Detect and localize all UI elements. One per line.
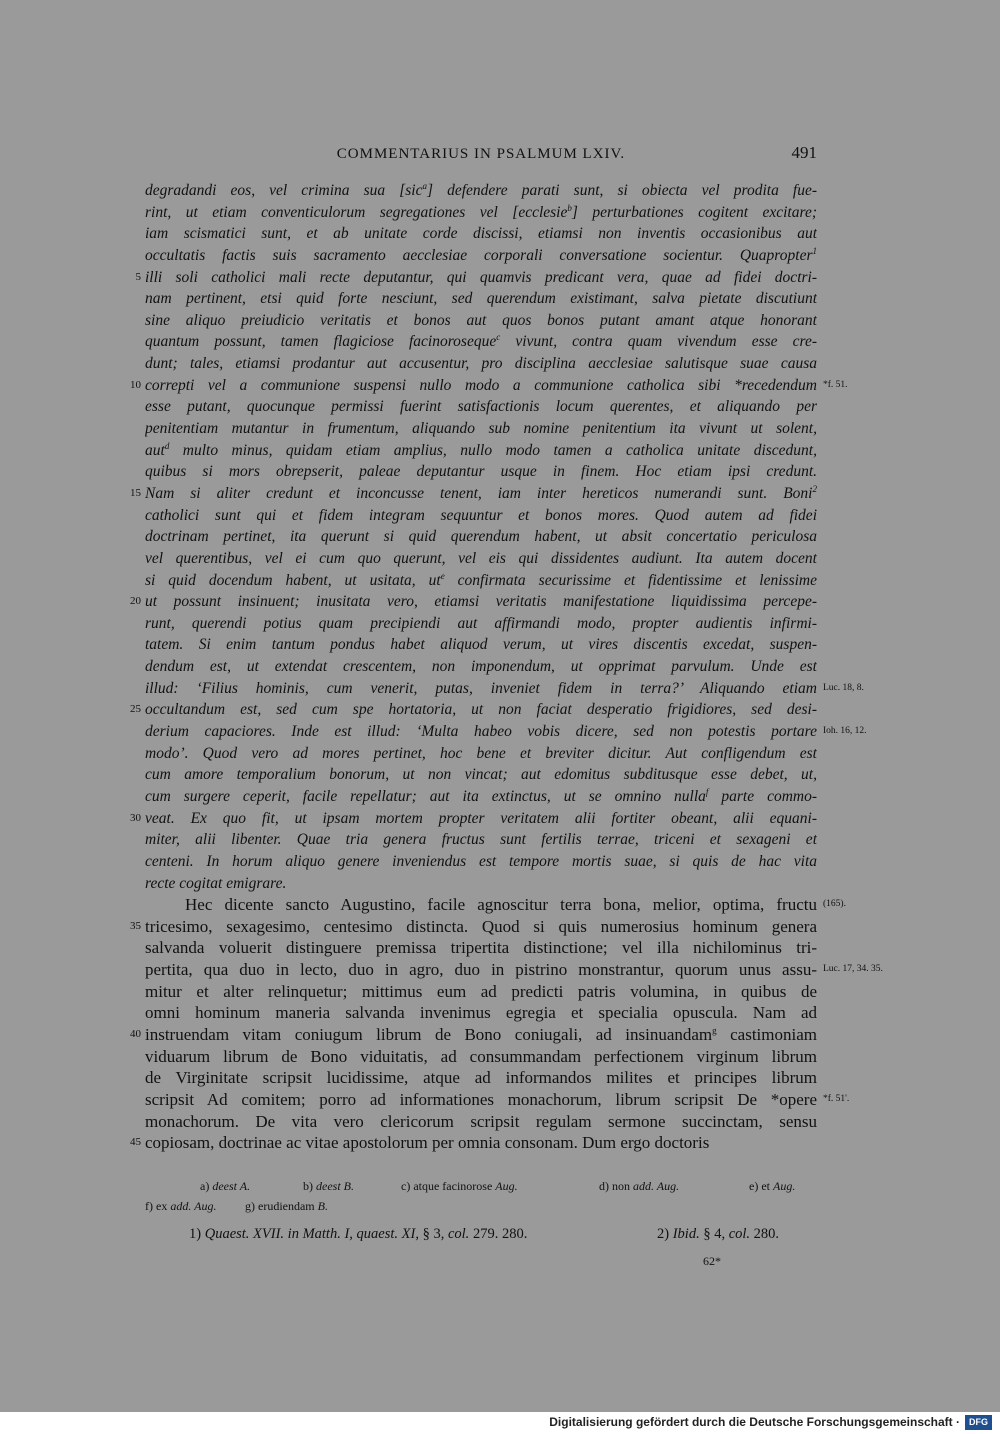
line-text: aut$^d$ multo minus, quidam etiam amplius, nullo modo tamen a catholica unitate discedunt, [145, 440, 817, 459]
line-text: derium capaciores. Inde est illud: ‘Multa habeo vobis dicere, sed non potestis portare [145, 723, 817, 741]
line-number: 5 [135, 270, 141, 283]
line-text: quantum possunt, tamen flagiciose facinoroseque$^c$ vivunt, contra quam vivendum esse cre- [145, 332, 817, 351]
text-line [145, 548, 817, 570]
text-line [145, 851, 817, 873]
text-line [145, 894, 846, 916]
text-line [145, 505, 817, 527]
text-line [145, 981, 817, 1003]
line-number: 30 [130, 811, 141, 824]
margin-note: *f. 51'. [823, 1093, 850, 1104]
footnote: e) et Aug. [749, 1179, 796, 1193]
page-number: 491 [791, 143, 817, 162]
footnote: a) deest A. [200, 1179, 251, 1193]
line-text: dunt; tales, etiamsi prodantur aut accusentur, pro disciplina aecclesiae salutisque suae causa [145, 355, 817, 373]
line-number: 25 [130, 703, 141, 716]
text-line [130, 591, 817, 613]
line-text: Hec dicente sancto Augustino, facile agnoscitur terra bona, melior, optima, fructu [185, 895, 817, 915]
text-line [130, 1132, 817, 1154]
source-references [145, 1226, 817, 1248]
line-text: cum amore temporalium bonorum, ut non vincat; aut edomitus subditusque esse debet, ut, [145, 766, 817, 784]
footnote: b) deest B. [303, 1179, 354, 1193]
footnote: g) erudiendam B. [245, 1199, 328, 1213]
text-line [130, 699, 817, 721]
line-number: 40 [130, 1027, 141, 1040]
margin-note: Luc. 17, 34. 35. [823, 964, 883, 975]
text-line [145, 937, 817, 959]
footnote: d) non add. Aug. [599, 1179, 680, 1193]
text-line [145, 353, 817, 375]
main-text [130, 180, 883, 1154]
text-line [145, 310, 817, 332]
line-text: salvanda voluerit distinguere premissa tripertita distinctione; vel illa nichilominus tri- [145, 938, 817, 958]
line-text: iam scismatici sunt, et ab unitate corde discissi, etiamsi non inventis occasionibus aut [145, 225, 817, 243]
line-text: Nam si aliter credunt et inconcusse tenent, iam inter hereticos numerandi sunt. Boni$^2$ [145, 483, 817, 502]
line-text: cum surgere ceperit, facile repellatur; aut ita extinctus, ut se omnino nulla$^f$ parte commo- [145, 786, 817, 805]
footnote: f) ex add. Aug. [145, 1199, 217, 1213]
margin-note: Ioh. 16, 12. [823, 726, 867, 737]
text-line [145, 223, 817, 245]
text-line [145, 570, 817, 592]
margin-note: (165). [823, 899, 846, 910]
dfg-logo: DFG [965, 1415, 992, 1430]
line-text: degradandi eos, vel crimina sua [sic$^a$] defendere parati sunt, si obiecta vel prodita fue- [145, 180, 817, 199]
source-reference: 2) Ibid. § 4, col. 280. [657, 1226, 780, 1242]
notes-row [145, 1176, 817, 1196]
text-line [145, 1002, 817, 1024]
line-number: 35 [130, 919, 141, 932]
text-line [145, 959, 883, 981]
line-text: illud: ‘Filius hominis, cum venerit, putas, inveniet fidem in terra?’ Aliquando etiam [145, 679, 817, 697]
footnote: c) atque facinorose Aug. [401, 1179, 518, 1193]
line-number: 10 [130, 378, 141, 391]
text-line [145, 656, 817, 678]
text-line [130, 375, 848, 397]
line-text: quibus si mors obrepserit, paleae deputantur usque in finem. Hoc etiam ipsi credunt. [145, 463, 817, 481]
line-text: illi soli catholici mali recte deputantur, qui quamvis predicant vera, quae ad fidei doctri- [145, 268, 817, 286]
line-text: si quid docendum habent, ut usitata, $ut^e$ confirmata securissime et fidentissime et lenissime [145, 570, 817, 589]
line-text: mitur et alter relinquetur; mittimus eum ad predicti patris volumina, in quibus de [145, 981, 817, 1001]
line-text: catholici sunt qui et fidem integram sequuntur et bonos mores. Quod autem ad fidei [145, 506, 817, 524]
line-text: pertita, qua duo in lecto, duo in agro, duo in pistrino monstrantur, quorum unus assu- [145, 960, 817, 980]
text-line [145, 461, 817, 483]
line-text: tricesimo, sexagesimo, centesimo distincta. Quod si quis numerosius hominum genera [145, 916, 817, 936]
line-text: instruendam vitam coniugum librum de Bono coniugali, ad insinuandam$^g$ castimoniam [145, 1024, 817, 1044]
line-text: copiosam, doctrinae ac vitae apostolorum per omnia consonam. Dum ergo doctoris [145, 1133, 710, 1153]
line-number: 20 [130, 595, 141, 608]
page-header [145, 143, 817, 168]
line-text: modo’. Quod vero ad mores pertinet, hoc bene et breviter dicitur. Aut confligendum est [145, 744, 817, 762]
text-line [145, 396, 817, 418]
line-text: runt, querendi potius quam precipiendi aut affirmandi modo, propter audientis infirmi- [145, 614, 817, 632]
line-text: rint, ut etiam conventiculorum segregationes vel [ecclesie$^b$] perturbationes cogitent excitare; [145, 202, 817, 221]
text-line [135, 267, 817, 289]
line-text: centeni. In horum aliquo genere inveniendus est tempore mortis suae, si quis de hac vita [145, 852, 817, 870]
footer-text: Digitalisierung gefördert durch die Deutsche Forschungsgemeinschaft · [549, 1415, 960, 1429]
text-line [130, 1024, 817, 1046]
line-text: sine aliquo preiudicio veritatis et bonos aut quos bonos putant amant atque honorant [145, 311, 817, 329]
text-line [145, 786, 817, 808]
text-line [145, 1089, 850, 1111]
line-text: doctrinam pertinet, ita querunt si quid querendum habent, ut absit concertatio periculosa [145, 528, 817, 546]
line-text: de Virginitate scripsit lucidissime, atque ad informandos milites et principes librum [145, 1068, 817, 1088]
line-number: 45 [130, 1136, 141, 1149]
line-text: tatem. Si enim tantum pondus habet aliquod verum, ut vires discentis excedat, suspen- [145, 636, 817, 654]
line-text: scripsit Ad comitem; porro ad informationes monachorum, librum scripsit De *opere [145, 1089, 817, 1109]
line-text: vel querentibus, vel ei cum quo querunt, vel eis qui dissidentes audiunt. Ita autem docent [145, 549, 817, 567]
line-text: correpti vel a communione suspensi nullo modo a communione catholica sibi *recedendum [145, 376, 817, 394]
line-text: viduarum librum de Bono viduitatis, ad consummandam perfectionem virginum librum [145, 1046, 817, 1066]
line-text: ut possunt insinuent; inusitata vero, etiamsi veritatis manifestatione liquidissima percepe- [145, 593, 817, 611]
text-line [145, 288, 817, 310]
line-text: occultandum est, sed cum spe hortatoria, ut non faciat desperatio frigidiores, sed desi- [145, 701, 817, 719]
text-line [145, 202, 817, 224]
running-title: COMMENTARIUS IN PSALMUM LXIV. [336, 146, 626, 162]
textual-notes [145, 1176, 817, 1216]
text-line [130, 916, 817, 938]
text-line [145, 418, 817, 440]
text-line [145, 331, 817, 353]
line-number: 15 [130, 486, 141, 499]
text-line [145, 526, 817, 548]
text-line [145, 440, 817, 462]
line-text: occultatis factis suis sacramento aecclesiae corporali conversatione socientur. Quapropter$^1$ [145, 245, 817, 264]
text-line [145, 180, 817, 202]
text-line [145, 873, 817, 895]
line-text: dendum est, ut extendat crescentem, non imponendum, ut opprimat parvulum. Unde est [145, 658, 817, 676]
text-line [145, 678, 864, 700]
text-line [145, 743, 817, 765]
text-line [145, 613, 817, 635]
line-text: miter, alii libenter. Quae tria genera fructus sunt fertilis terrae, triceni et sexageni et [145, 831, 817, 849]
margin-note: Luc. 18, 8. [823, 682, 864, 693]
text-line [145, 245, 817, 267]
line-text: penitentiam mutantur in frumentum, aliquando sub nomine penitentium ita vivunt ut solent, [145, 420, 817, 438]
text-line [145, 1111, 817, 1133]
signature-mark: 62* [703, 1254, 721, 1268]
source-reference: 1) Quaest. XVII. in Matth. I, quaest. XI, § 3, col. 279. 280. [189, 1226, 528, 1242]
text-line [145, 764, 817, 786]
text-line [145, 634, 817, 656]
line-text: nam pertinent, etsi quid forte nesciunt, sed querendum existimant, salva pietate discutiunt [145, 290, 817, 308]
text-line [145, 829, 817, 851]
line-text: recte cogitat emigrare. [145, 874, 287, 892]
line-text: veat. Ex quo fit, ut ipsam mortem propter veritatem alii fortiter obeant, alii equani- [145, 809, 817, 827]
line-text: esse putant, quocunque permissi fuerint satisfactionis locum querentes, et aliquando per [145, 398, 817, 416]
line-text: omni hominum maneria salvanda invenimus egregia et specialia opuscula. Nam ad [145, 1003, 817, 1023]
footer-bar [0, 1412, 1000, 1434]
margin-note: *f. 51. [823, 379, 848, 390]
text-line [145, 1067, 817, 1089]
notes-row [145, 1196, 817, 1216]
line-text: monachorum. De vita vero clericorum scripsit regulam sermone succinctam, sensu [145, 1111, 817, 1131]
text-line [130, 808, 817, 830]
text-line [130, 483, 817, 505]
text-line [145, 721, 867, 743]
text-line [145, 1046, 817, 1068]
